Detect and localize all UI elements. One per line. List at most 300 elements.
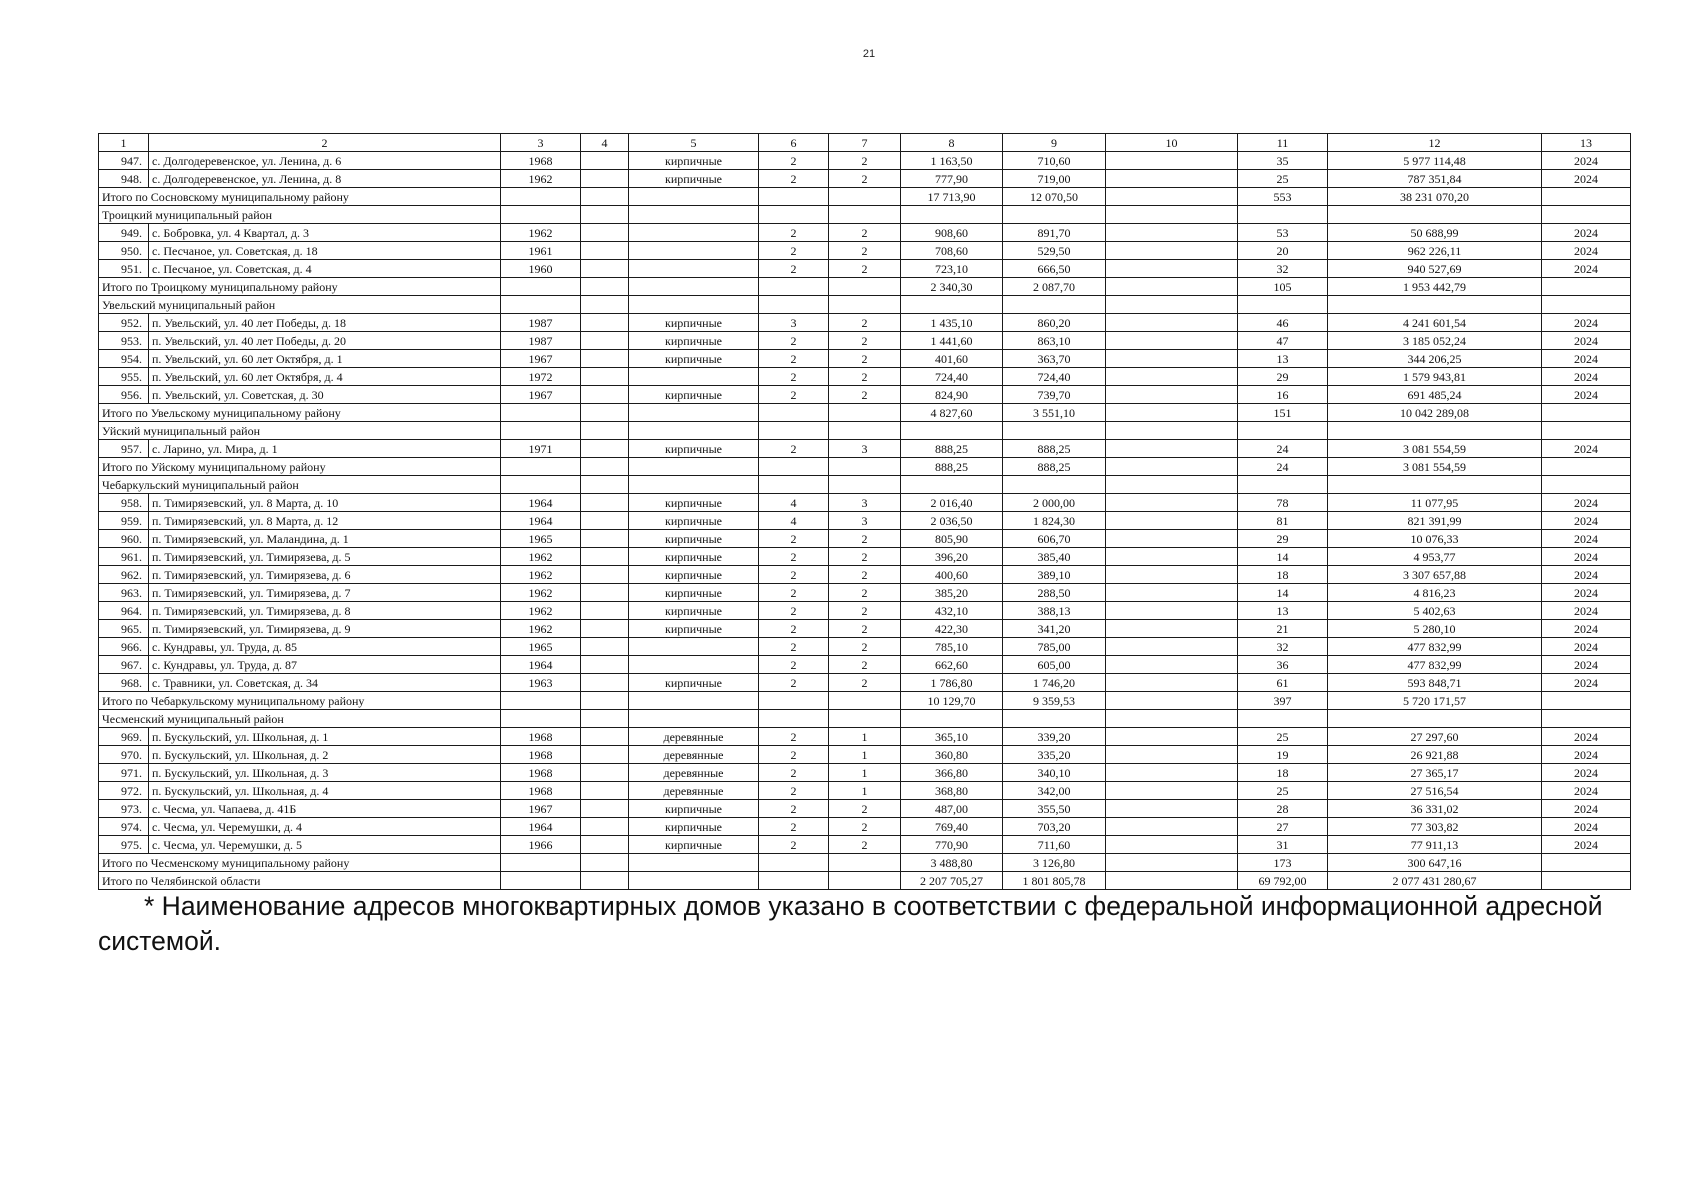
wall-material-cell: деревянные [629, 746, 759, 764]
col10-cell [1106, 314, 1238, 332]
residents-cell: 61 [1238, 674, 1328, 692]
row-number: 958. [99, 494, 149, 512]
year-cell: 1967 [501, 800, 581, 818]
entrances-cell: 1 [829, 782, 901, 800]
total-area-cell: 770,90 [901, 836, 1003, 854]
empty-cell [629, 404, 759, 422]
empty-cell [581, 458, 629, 476]
entrances-cell: 2 [829, 332, 901, 350]
empty-cell [829, 296, 901, 314]
floors-cell: 2 [759, 260, 829, 278]
residents-cell: 553 [1238, 188, 1328, 206]
total-label: Итого по Сосновскому муниципальному району [99, 188, 501, 206]
year-planned-cell: 2024 [1542, 152, 1631, 170]
total-label: Итого по Челябинской области [99, 872, 501, 890]
column-number-header: 10 [1106, 134, 1238, 152]
total-area-cell: 908,60 [901, 224, 1003, 242]
floors-cell: 2 [759, 674, 829, 692]
col10-cell [1106, 674, 1238, 692]
housing-register-table [98, 133, 1631, 890]
year-cell: 1972 [501, 368, 581, 386]
entrances-cell: 2 [829, 800, 901, 818]
empty-cell [829, 872, 901, 890]
floors-cell: 2 [759, 656, 829, 674]
table-row [99, 170, 1631, 188]
col10-cell [1106, 620, 1238, 638]
empty-cell [1003, 422, 1106, 440]
col4-cell [581, 782, 629, 800]
cost-cell: 477 832,99 [1328, 638, 1542, 656]
year-cell: 1962 [501, 548, 581, 566]
living-area-cell: 388,13 [1003, 602, 1106, 620]
address-cell: с. Чесма, ул. Черемушки, д. 5 [149, 836, 501, 854]
total-area-cell: 824,90 [901, 386, 1003, 404]
year-cell: 1963 [501, 674, 581, 692]
empty-cell [829, 278, 901, 296]
entrances-cell: 2 [829, 836, 901, 854]
entrances-cell: 1 [829, 728, 901, 746]
entrances-cell: 2 [829, 566, 901, 584]
empty-cell [759, 278, 829, 296]
row-number: 961. [99, 548, 149, 566]
col4-cell [581, 512, 629, 530]
wall-material-cell: кирпичные [629, 350, 759, 368]
entrances-cell: 2 [829, 224, 901, 242]
cost-cell: 11 077,95 [1328, 494, 1542, 512]
floors-cell: 3 [759, 314, 829, 332]
cost-cell: 2 077 431 280,67 [1328, 872, 1542, 890]
residents-cell: 24 [1238, 440, 1328, 458]
column-number-header: 7 [829, 134, 901, 152]
year-cell: 1987 [501, 332, 581, 350]
year-planned-cell: 2024 [1542, 584, 1631, 602]
cost-cell: 3 081 554,59 [1328, 458, 1542, 476]
column-number-header: 12 [1328, 134, 1542, 152]
total-area-cell: 365,10 [901, 728, 1003, 746]
empty-cell [581, 710, 629, 728]
year-planned-cell: 2024 [1542, 836, 1631, 854]
total-area-cell: 1 163,50 [901, 152, 1003, 170]
col10-cell [1106, 782, 1238, 800]
col10-cell [1106, 242, 1238, 260]
total-area-cell: 769,40 [901, 818, 1003, 836]
residents-cell: 31 [1238, 836, 1328, 854]
col10-cell [1106, 656, 1238, 674]
total-area-cell: 777,90 [901, 170, 1003, 188]
living-area-cell: 888,25 [1003, 440, 1106, 458]
table-row [99, 818, 1631, 836]
total-area-cell: 366,80 [901, 764, 1003, 782]
floors-cell: 2 [759, 746, 829, 764]
living-area-cell: 340,10 [1003, 764, 1106, 782]
column-number-header: 6 [759, 134, 829, 152]
cost-cell: 3 185 052,24 [1328, 332, 1542, 350]
cost-cell: 477 832,99 [1328, 656, 1542, 674]
empty-cell [501, 458, 581, 476]
column-number-header: 1 [99, 134, 149, 152]
column-number-header: 4 [581, 134, 629, 152]
empty-cell [1003, 206, 1106, 224]
wall-material-cell [629, 656, 759, 674]
empty-cell [1542, 854, 1631, 872]
residents-cell: 24 [1238, 458, 1328, 476]
empty-cell [1106, 206, 1238, 224]
residents-cell: 36 [1238, 656, 1328, 674]
empty-cell [581, 422, 629, 440]
wall-material-cell: кирпичные [629, 620, 759, 638]
col4-cell [581, 674, 629, 692]
address-cell: с. Долгодеревенское, ул. Ленина, д. 6 [149, 152, 501, 170]
year-cell: 1964 [501, 494, 581, 512]
residents-cell: 69 792,00 [1238, 872, 1328, 890]
year-planned-cell: 2024 [1542, 224, 1631, 242]
cost-cell: 821 391,99 [1328, 512, 1542, 530]
wall-material-cell: кирпичные [629, 584, 759, 602]
cost-cell: 5 977 114,48 [1328, 152, 1542, 170]
row-number: 950. [99, 242, 149, 260]
col10-cell [1106, 602, 1238, 620]
floors-cell: 4 [759, 512, 829, 530]
total-area-cell: 708,60 [901, 242, 1003, 260]
footnote-text: * Наименование адресов многоквартирных домов указано в соответствии с федеральной информационной адресной системой. [98, 891, 1603, 956]
row-number: 949. [99, 224, 149, 242]
year-cell: 1960 [501, 260, 581, 278]
total-area-cell: 10 129,70 [901, 692, 1003, 710]
total-row [99, 458, 1631, 476]
col4-cell [581, 656, 629, 674]
wall-material-cell: кирпичные [629, 602, 759, 620]
year-planned-cell: 2024 [1542, 494, 1631, 512]
residents-cell: 81 [1238, 512, 1328, 530]
entrances-cell: 2 [829, 548, 901, 566]
living-area-cell: 3 126,80 [1003, 854, 1106, 872]
row-number: 968. [99, 674, 149, 692]
living-area-cell: 2 087,70 [1003, 278, 1106, 296]
residents-cell: 78 [1238, 494, 1328, 512]
col10-cell [1106, 530, 1238, 548]
table-row [99, 548, 1631, 566]
cost-cell: 27 516,54 [1328, 782, 1542, 800]
empty-cell [501, 188, 581, 206]
living-area-cell: 339,20 [1003, 728, 1106, 746]
residents-cell: 46 [1238, 314, 1328, 332]
empty-cell [1106, 188, 1238, 206]
empty-cell [759, 296, 829, 314]
floors-cell: 2 [759, 584, 829, 602]
empty-cell [759, 872, 829, 890]
table-row [99, 260, 1631, 278]
table-row [99, 656, 1631, 674]
empty-cell [1238, 710, 1328, 728]
living-area-cell: 12 070,50 [1003, 188, 1106, 206]
empty-cell [1542, 206, 1631, 224]
cost-cell: 5 720 171,57 [1328, 692, 1542, 710]
col4-cell [581, 530, 629, 548]
year-cell: 1968 [501, 764, 581, 782]
residents-cell: 27 [1238, 818, 1328, 836]
table-row [99, 728, 1631, 746]
col4-cell [581, 314, 629, 332]
empty-cell [501, 710, 581, 728]
row-number: 966. [99, 638, 149, 656]
cost-cell: 27 365,17 [1328, 764, 1542, 782]
empty-cell [501, 206, 581, 224]
address-cell: п. Увельский, ул. 40 лет Победы, д. 20 [149, 332, 501, 350]
col4-cell [581, 350, 629, 368]
total-area-cell: 2 036,50 [901, 512, 1003, 530]
total-area-cell: 432,10 [901, 602, 1003, 620]
total-area-cell: 368,80 [901, 782, 1003, 800]
row-number: 953. [99, 332, 149, 350]
entrances-cell: 2 [829, 350, 901, 368]
empty-cell [759, 458, 829, 476]
cost-cell: 4 241 601,54 [1328, 314, 1542, 332]
year-planned-cell: 2024 [1542, 440, 1631, 458]
year-cell: 1968 [501, 728, 581, 746]
living-area-cell: 710,60 [1003, 152, 1106, 170]
floors-cell: 2 [759, 242, 829, 260]
empty-cell [629, 188, 759, 206]
col10-cell [1106, 440, 1238, 458]
table-row [99, 566, 1631, 584]
total-label: Итого по Троицкому муниципальному району [99, 278, 501, 296]
col4-cell [581, 260, 629, 278]
residents-cell: 32 [1238, 638, 1328, 656]
address-cell: с. Ларино, ул. Мира, д. 1 [149, 440, 501, 458]
row-number: 969. [99, 728, 149, 746]
living-area-cell: 529,50 [1003, 242, 1106, 260]
year-planned-cell: 2024 [1542, 800, 1631, 818]
col10-cell [1106, 260, 1238, 278]
address-cell: п. Бускульский, ул. Школьная, д. 4 [149, 782, 501, 800]
living-area-cell: 739,70 [1003, 386, 1106, 404]
col10-cell [1106, 746, 1238, 764]
residents-cell: 16 [1238, 386, 1328, 404]
column-number-header: 11 [1238, 134, 1328, 152]
residents-cell: 18 [1238, 764, 1328, 782]
year-cell: 1987 [501, 314, 581, 332]
empty-cell [901, 206, 1003, 224]
residents-cell: 105 [1238, 278, 1328, 296]
empty-cell [501, 872, 581, 890]
year-planned-cell: 2024 [1542, 746, 1631, 764]
col10-cell [1106, 350, 1238, 368]
address-cell: п. Тимирязевский, ул. Тимирязева, д. 9 [149, 620, 501, 638]
table-row [99, 530, 1631, 548]
floors-cell: 4 [759, 494, 829, 512]
empty-cell [1542, 458, 1631, 476]
total-area-cell: 888,25 [901, 440, 1003, 458]
address-cell: п. Увельский, ул. 60 лет Октября, д. 1 [149, 350, 501, 368]
row-number: 965. [99, 620, 149, 638]
row-number: 972. [99, 782, 149, 800]
total-area-cell: 2 340,30 [901, 278, 1003, 296]
empty-cell [1542, 404, 1631, 422]
entrances-cell: 2 [829, 674, 901, 692]
total-area-cell: 888,25 [901, 458, 1003, 476]
residents-cell: 53 [1238, 224, 1328, 242]
year-planned-cell: 2024 [1542, 638, 1631, 656]
entrances-cell: 2 [829, 368, 901, 386]
col4-cell [581, 386, 629, 404]
empty-cell [629, 422, 759, 440]
year-planned-cell: 2024 [1542, 242, 1631, 260]
entrances-cell: 2 [829, 818, 901, 836]
col10-cell [1106, 800, 1238, 818]
section-header-row [99, 296, 1631, 314]
cost-cell: 5 280,10 [1328, 620, 1542, 638]
section-header-row [99, 422, 1631, 440]
col4-cell [581, 224, 629, 242]
col4-cell [581, 170, 629, 188]
year-planned-cell: 2024 [1542, 548, 1631, 566]
empty-cell [829, 206, 901, 224]
cost-cell: 691 485,24 [1328, 386, 1542, 404]
table-body [99, 134, 1631, 890]
empty-cell [1542, 710, 1631, 728]
col10-cell [1106, 818, 1238, 836]
living-area-cell: 335,20 [1003, 746, 1106, 764]
cost-cell: 10 042 289,08 [1328, 404, 1542, 422]
year-cell: 1962 [501, 170, 581, 188]
col4-cell [581, 368, 629, 386]
empty-cell [501, 422, 581, 440]
empty-cell [1106, 296, 1238, 314]
table-row [99, 386, 1631, 404]
residents-cell: 173 [1238, 854, 1328, 872]
col4-cell [581, 152, 629, 170]
table-row [99, 314, 1631, 332]
year-cell: 1968 [501, 782, 581, 800]
empty-cell [829, 476, 901, 494]
total-area-cell: 724,40 [901, 368, 1003, 386]
living-area-cell: 363,70 [1003, 350, 1106, 368]
wall-material-cell: кирпичные [629, 512, 759, 530]
cost-cell: 4 816,23 [1328, 584, 1542, 602]
col4-cell [581, 602, 629, 620]
cost-cell: 38 231 070,20 [1328, 188, 1542, 206]
residents-cell: 14 [1238, 548, 1328, 566]
row-number: 955. [99, 368, 149, 386]
col4-cell [581, 836, 629, 854]
year-planned-cell: 2024 [1542, 170, 1631, 188]
year-planned-cell: 2024 [1542, 386, 1631, 404]
living-area-cell: 385,40 [1003, 548, 1106, 566]
cost-cell: 1 953 442,79 [1328, 278, 1542, 296]
address-cell: п. Тимирязевский, ул. Тимирязева, д. 6 [149, 566, 501, 584]
cost-cell: 27 297,60 [1328, 728, 1542, 746]
col10-cell [1106, 386, 1238, 404]
address-cell: п. Тимирязевский, ул. Тимирязева, д. 8 [149, 602, 501, 620]
residents-cell: 18 [1238, 566, 1328, 584]
column-number-header: 5 [629, 134, 759, 152]
floors-cell: 2 [759, 332, 829, 350]
floors-cell: 2 [759, 548, 829, 566]
living-area-cell: 666,50 [1003, 260, 1106, 278]
empty-cell [759, 404, 829, 422]
cost-cell: 77 303,82 [1328, 818, 1542, 836]
empty-cell [1328, 296, 1542, 314]
row-number: 975. [99, 836, 149, 854]
year-planned-cell: 2024 [1542, 656, 1631, 674]
floors-cell: 2 [759, 836, 829, 854]
residents-cell: 35 [1238, 152, 1328, 170]
year-cell: 1964 [501, 512, 581, 530]
col10-cell [1106, 764, 1238, 782]
residents-cell: 13 [1238, 602, 1328, 620]
living-area-cell: 1 746,20 [1003, 674, 1106, 692]
empty-cell [1238, 296, 1328, 314]
table-row [99, 512, 1631, 530]
empty-cell [1106, 404, 1238, 422]
empty-cell [829, 422, 901, 440]
year-planned-cell: 2024 [1542, 260, 1631, 278]
empty-cell [1542, 422, 1631, 440]
row-number: 952. [99, 314, 149, 332]
living-area-cell: 860,20 [1003, 314, 1106, 332]
empty-cell [629, 872, 759, 890]
col4-cell [581, 638, 629, 656]
empty-cell [1003, 710, 1106, 728]
living-area-cell: 341,20 [1003, 620, 1106, 638]
address-cell: п. Тимирязевский, ул. Тимирязева, д. 5 [149, 548, 501, 566]
living-area-cell: 389,10 [1003, 566, 1106, 584]
col10-cell [1106, 152, 1238, 170]
empty-cell [501, 296, 581, 314]
address-cell: с. Песчаное, ул. Советская, д. 18 [149, 242, 501, 260]
wall-material-cell: кирпичные [629, 152, 759, 170]
entrances-cell: 1 [829, 746, 901, 764]
col4-cell [581, 242, 629, 260]
column-number-header: 2 [149, 134, 501, 152]
address-cell: с. Чесма, ул. Чапаева, д. 41Б [149, 800, 501, 818]
district-section-label: Троицкий муниципальный район [99, 206, 501, 224]
column-number-header: 13 [1542, 134, 1631, 152]
address-cell: с. Кундравы, ул. Труда, д. 85 [149, 638, 501, 656]
residents-cell: 29 [1238, 530, 1328, 548]
col4-cell [581, 746, 629, 764]
year-planned-cell: 2024 [1542, 512, 1631, 530]
page-number: 21 [862, 48, 876, 60]
table-row [99, 746, 1631, 764]
col4-cell [581, 494, 629, 512]
empty-cell [1106, 692, 1238, 710]
year-cell: 1962 [501, 602, 581, 620]
living-area-cell: 703,20 [1003, 818, 1106, 836]
year-planned-cell: 2024 [1542, 620, 1631, 638]
empty-cell [1106, 476, 1238, 494]
entrances-cell: 3 [829, 512, 901, 530]
year-planned-cell: 2024 [1542, 674, 1631, 692]
floors-cell: 2 [759, 440, 829, 458]
address-cell: п. Тимирязевский, ул. Тимирязева, д. 7 [149, 584, 501, 602]
wall-material-cell [629, 368, 759, 386]
empty-cell [1003, 476, 1106, 494]
year-planned-cell: 2024 [1542, 332, 1631, 350]
living-area-cell: 355,50 [1003, 800, 1106, 818]
floors-cell: 2 [759, 638, 829, 656]
table-row [99, 440, 1631, 458]
empty-cell [581, 188, 629, 206]
address-cell: с. Кундравы, ул. Труда, д. 87 [149, 656, 501, 674]
year-planned-cell: 2024 [1542, 368, 1631, 386]
total-label: Итого по Увельскому муниципальному району [99, 404, 501, 422]
row-number: 970. [99, 746, 149, 764]
total-row [99, 404, 1631, 422]
living-area-cell: 1 801 805,78 [1003, 872, 1106, 890]
floors-cell: 2 [759, 728, 829, 746]
empty-cell [501, 476, 581, 494]
